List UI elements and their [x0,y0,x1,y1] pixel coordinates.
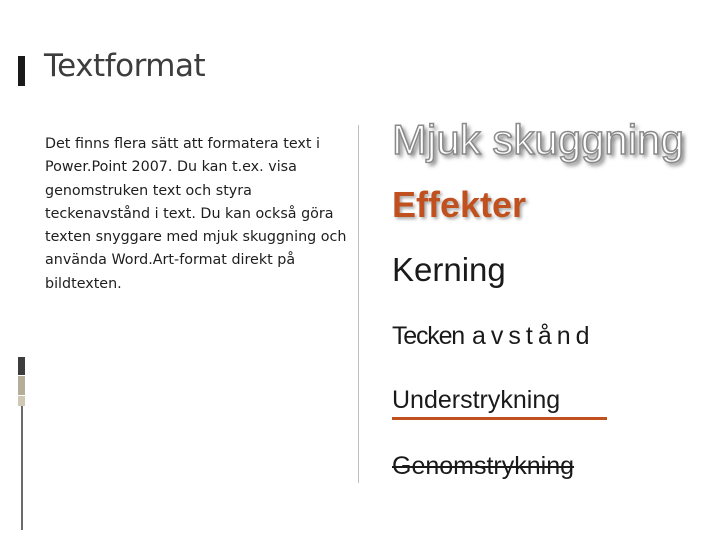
underline-sample: Understrykning [392,386,561,414]
title-marker-bar [18,56,25,86]
slide-title: Textformat [44,48,206,84]
underline-accent-line [392,417,607,420]
character-spacing-spaced-word: avstånd [472,322,595,350]
character-spacing-sample [392,322,595,351]
decorative-bar-light [18,396,25,406]
strikethrough-sample: Genomstrykning [392,452,575,480]
kerning-sample: Kerning [392,251,506,288]
character-spacing-word: Tecken [392,322,465,350]
body-paragraph: Det finns flera sätt att formatera text i Power.Point 2007. Du kan t.ex. visa genomstruken text och styra teckenavstånd i text. Du kan också göra texten snyggare med mjuk skuggning och använda Word.Art-format direkt på bildtexten. [45,136,347,292]
decorative-bar-tan [18,376,25,395]
effects-sample: Effekter [392,184,527,225]
decorative-vertical-line [21,406,23,530]
decorative-bar-dark [18,357,25,375]
soft-shadow-sample: Mjuk skuggning [392,116,684,163]
column-divider [358,125,359,483]
